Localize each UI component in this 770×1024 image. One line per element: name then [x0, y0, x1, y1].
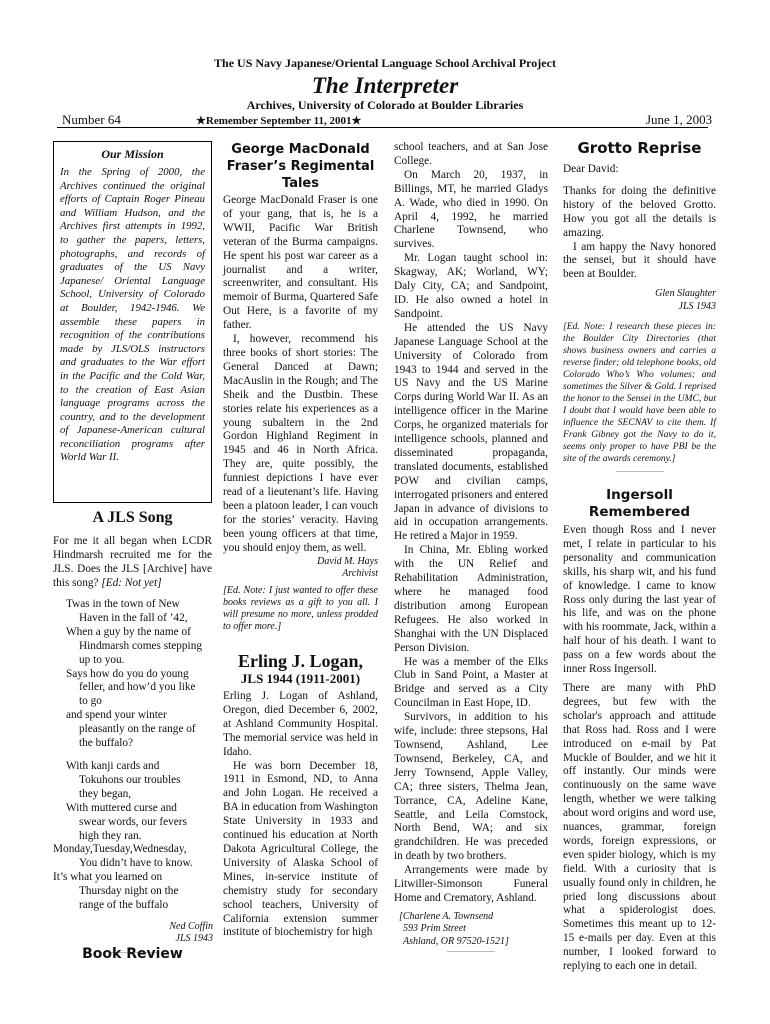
erling-article-part-2 — [394, 141, 548, 952]
poem-line: Tokuhons our troubles — [79, 773, 181, 786]
star-icon: ★ — [351, 115, 362, 127]
erling-paragraph-6: He attended the US Navy Japanese Language School at the University of Colorado from 1943 to 1944 and served in the US Navy and the US Marine Corps during World War II. As an intelligence officer in the Marine Corps, he organized materials for intelligence schools, planned and disseminated propaganda, translated documents, established POW and civilian camps, interrogated prisoners and entered Japan in advance of divisions to aid in occupation arrangements. He retired a Major in 1959. — [394, 321, 549, 543]
george-signature-title: Archivist — [342, 568, 378, 580]
grotto-paragraph-1: Thanks for doing the definitive history of the beloved Grotto. How you got all the details is amazing. — [563, 184, 716, 239]
george-heading: George MacDonald Fraser’s Regimental Tales — [226, 142, 375, 191]
poem-line: With kanji cards and — [66, 759, 160, 772]
grotto-editor-note: [Ed. Note: I research these pieces in: the Boulder City Directories (that shows business owners and carries a reverse finder; old telephone books, old Colorado Who’s Who volumes; and sometimes the Silver & Gold. I reprised the honor to the Sensei in the UMC, but I doubt that I would have been able to influence the SECNAV to cite them. If Frank Gibney got the Navy to do it, seems only proper to have PBI be the site of the awards ceremony.] — [563, 321, 716, 465]
book-review-heading: Book Review — [82, 946, 183, 962]
poem-line: It’s what you learned on — [53, 871, 163, 884]
grotto-signature-class: JLS 1943 — [678, 300, 716, 312]
address-line-1: [Charlene A. Townsend — [399, 910, 494, 922]
poem-line: Hindmarsh comes stepping — [79, 639, 202, 652]
mission-box — [53, 141, 212, 503]
grotto-article — [563, 163, 716, 472]
poem-line: With muttered curse and — [66, 801, 177, 814]
poem-line: You didn’t have to know. — [79, 857, 193, 870]
song-signature-class: JLS 1943 — [175, 933, 213, 945]
newsletter-subtitle: Archives, University of Colorado at Boulder Libraries — [246, 98, 524, 112]
song-intro-text: For me it all began when LCDR Hindmarsh recruited me for the JLS. Does the JLS [Archive] have this song? — [53, 535, 212, 589]
section-divider — [616, 471, 664, 472]
erling-paragraph-4: On March 20, 1937, in Billings, MT, he married Gladys A. Wade, who died in 1990. On April 4, 1992, he married Charlene Townsend, who survives. — [394, 168, 548, 251]
mission-heading: Our Mission — [101, 147, 164, 161]
george-editor-note: [Ed. Note: I just wanted to offer these books reviews as a gift to you all. I will presume no more, unless prodded to offer more.] — [223, 584, 378, 633]
george-signature-name: David M. Hays — [317, 555, 378, 567]
song-poem — [53, 598, 213, 953]
ingersoll-paragraph-1: Even though Ross and I never met, I relate in particular to his personality and communication skills, his sharp wit, and his fund of knowledge. I came to know Ross only during the last year of his life, and was on the phone with his roommate, Jack, within a half hour of his death. I want to pass on a few words about the inner Ross Ingersoll. — [563, 524, 716, 676]
song-intro-note: [Ed: Not yet] — [101, 576, 162, 589]
poem-line: feller, and how’d you like — [79, 681, 196, 694]
mission-text: In the Spring of 2000, the Archives continued the original efforts of Captain Roger Pineau and William Hudson, and the Archives first attempts in 1992, to gather the papers, letters, photographs, and records of graduates of the US Navy Japanese/ Oriental Language School, University of Colorado at Boulder, 1942-1946. We assemble these papers in recognition of the contributions made by JLS/OLS instructors and graduates to the War effort in the Pacific and the Cold War, to the creation of East Asian language programs across the country, and to the development of Japanese-American cultural reconciliation programs after World War II. — [60, 166, 205, 464]
poem-line: up to you. — [79, 653, 125, 666]
erling-paragraph-3: school teachers, and at San Jose College. — [394, 141, 548, 167]
erling-paragraph-10: Arrangements were made by Litwiller-Simonson Funeral Home and Crematory, Ashland. — [394, 864, 548, 904]
grotto-salutation: Dear David: — [563, 163, 619, 175]
remember-line — [196, 114, 361, 127]
erling-subheading: JLS 1944 (1911-2001) — [240, 671, 361, 686]
poem-line: high they ran. — [79, 829, 142, 842]
star-icon: ★ — [196, 115, 206, 127]
newsletter-title: The Interpreter — [311, 73, 459, 98]
poem-line: Monday,Tuesday,Wednesday, — [53, 843, 187, 856]
poem-line: swear words, our fevers — [79, 815, 187, 828]
ingersoll-heading-line-2: Remembered — [588, 504, 691, 520]
song-heading: A JLS Song — [92, 509, 173, 526]
erling-article-part-1 — [223, 690, 378, 940]
section-divider — [447, 951, 495, 952]
project-name: The US Navy Japanese/Oriental Language School Archival Project — [214, 56, 556, 70]
erling-paragraph-1: Erling J. Logan of Ashland, Oregon, died December 6, 2002, at Ashland Community Hospital. The memorial service was held in Idaho. — [223, 690, 378, 758]
poem-line: and spend your winter — [66, 709, 167, 722]
george-paragraph-2: I, however, recommend his three books of short stories: The General Danced at Dawn; MacAuslin in the Rough; and The Sheik and the Dustbin. These stories relate his experiences as a young subaltern in the 2nd Gordon Highland Regiment in 1945 and 46 in North Africa. They are, quite possibly, the funniest depictions I have ever read of a lieutenant’s life. Having been a platoon leader, I can vouch for the stories’ veracity. Having been young officers at that time, you should enjoy them, as well. — [223, 333, 378, 554]
poem-line: to go — [79, 695, 102, 708]
address-line-2: 593 Prim Street — [403, 923, 466, 935]
erling-paragraph-2: He was born December 18, 1911 in Esmond, ND, to Anna and John Logan. He received a BA in education from Washington State University in 1933 and continued his education at North Dakota Agricultural College, the University of Alaska School of Mines, in-service institute of chemistry study for secondary school teachers, University of California extension summer institute of biochemistry for high — [223, 759, 378, 939]
poem-line: Says how do you do young — [66, 667, 189, 680]
george-paragraph-1: George MacDonald Fraser is one of your gang, that is, he is a WWII, Pacific War British veteran of the Burma campaigns. He spent his post war career as a journalist and a writer, screenwriter, and consultant. His memoir of Burma, Quartered Safe Out Here, is a favorite of my father. — [223, 194, 378, 332]
erling-heading: Erling J. Logan, — [237, 651, 364, 671]
grotto-paragraph-2: I am happy the Navy honored the sensei, but it should have been at Boulder. — [563, 240, 716, 281]
poem-stanza-gap — [53, 751, 213, 760]
issue-date: June 1, 2003 — [646, 112, 713, 127]
poem-line: they began, — [79, 787, 132, 800]
poem-line: Thursday night on the — [79, 885, 179, 898]
song-signature-name: Ned Coffin — [169, 920, 213, 932]
issue-number: Number 64 — [62, 112, 121, 127]
address-line-3: Ashland, OR 97520-1521] — [403, 935, 509, 947]
grotto-heading: Grotto Reprise — [577, 139, 702, 157]
poem-line: Haven in the fall of ’42, — [79, 611, 188, 624]
erling-paragraph-5: Mr. Logan taught school in: Skagway, AK; Worland, WY; Daly City, CA; and Sandpoint, ID. He also owned a hotel in Sandpoint. — [394, 252, 548, 320]
grotto-signature-name: Glen Slaughter — [655, 288, 716, 300]
ingersoll-paragraph-2: There are many with PhD degrees, but few with the scholar's approach and attitude that Ross had. Ross and I were introduced on e-mail by Pat Muckle of Boulder, and we hit it off instantly. Our minds were continuously on the same wave length, whether we were talking about word origins and word use, nuances, grammar, foreign words, foreign expressions, or even spider biology, which is my field. With a curiosity that is usually found only in children, he pried long discussions about what a spiderologist does. Sometimes this meant up to 12-15 e-mails per day. Even at this number, I looked forward to replying to each one in detail. — [563, 681, 716, 973]
poem-line: range of the buffalo — [79, 899, 169, 912]
poem-line: When a guy by the name of — [66, 625, 191, 638]
poem-line: Twas in the town of New — [66, 598, 180, 610]
ingersoll-heading — [563, 487, 716, 521]
poem-line: the buffalo? — [79, 737, 134, 750]
masthead-rule — [57, 127, 708, 128]
george-article — [223, 194, 378, 634]
erling-paragraph-8: He was a member of the Elks Club in Sand Point, a Master at Bridge and served as a City Councilman in East Hope, ID. — [394, 655, 548, 710]
song-intro — [53, 535, 212, 591]
ingersoll-heading-line-1: Ingersoll — [606, 487, 673, 503]
remember-text: Remember September 11, 2001 — [205, 115, 352, 127]
ingersoll-article — [563, 524, 716, 974]
poem-line: pleasantly on the range of — [79, 723, 196, 736]
erling-paragraph-9: Survivors, in addition to his wife, include: three stepsons, Hal Townsend, Ashland, Lee Townsend, Berkeley, CA, and Jerry Townsend, Apple Valley, CA; three sisters, Thelma Jean, Torrance, CA, Adeline Kane, Seattle, and Leila Comstock, North Bend, WA; and six grandchildren. He was preceded in death by two brothers. — [394, 711, 548, 863]
erling-paragraph-7: In China, Mr. Ebling worked with the UN Relief and Rehabilitation Administration, where he managed food distribution among European Refugees. He also worked in Shanghai with the UN Displaced Person Division. — [394, 544, 548, 654]
